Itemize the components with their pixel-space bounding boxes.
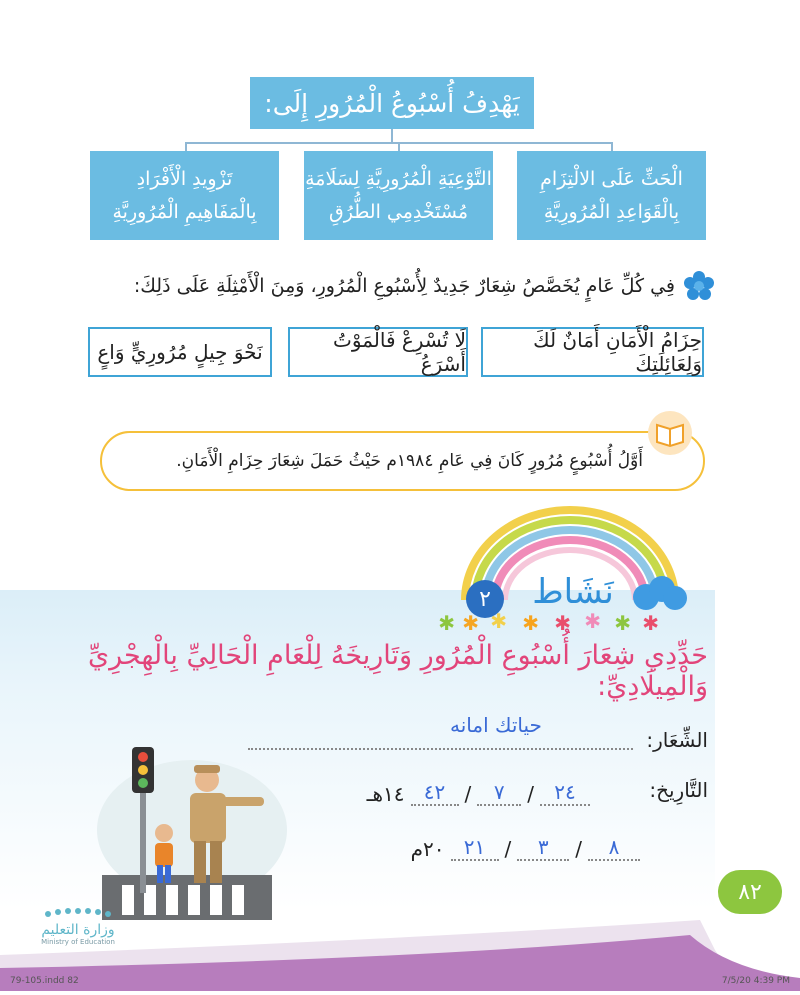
goal-3-line-1: تَزْوِيدِ الْأَفْرَادِ	[136, 168, 233, 191]
intro-row	[75, 268, 715, 304]
ministry-name: وزارة التعليم	[41, 922, 115, 938]
slogan-answer-line[interactable]	[248, 738, 633, 750]
hijri-date-row	[367, 780, 590, 806]
hijri-year[interactable]: ٤٢	[411, 780, 459, 806]
hijri-month[interactable]: ٧	[477, 780, 521, 806]
page-number-badge: ٨٢	[718, 870, 782, 914]
svg-text:✱: ✱	[490, 609, 507, 633]
svg-text:✱: ✱	[614, 611, 631, 635]
gregorian-year-prefix: ٢٠م	[410, 837, 445, 861]
date-field-label: التَّارِيخ:	[649, 778, 708, 802]
date-separator: /	[527, 782, 534, 806]
gregorian-date-row	[411, 835, 640, 861]
hijri-day[interactable]: ٢٤	[540, 780, 590, 806]
goal-box-1	[517, 151, 706, 240]
gregorian-year[interactable]: ٢١	[451, 835, 499, 861]
date-separator: /	[575, 837, 582, 861]
svg-text:✱: ✱	[554, 611, 571, 635]
svg-text:✱: ✱	[522, 611, 539, 635]
activity-number-badge: ٢	[466, 580, 504, 618]
ministry-logo-dots-icon	[28, 906, 128, 922]
flower-bullet-icon	[683, 270, 715, 302]
gregorian-month[interactable]: ٣	[517, 835, 569, 861]
goal-box-2	[304, 151, 493, 240]
svg-text:✱: ✱	[642, 611, 659, 635]
footer-file-info: 79-105.indd 82	[10, 976, 79, 986]
ministry-subtitle: Ministry of Education	[41, 938, 115, 946]
activity-instruction: حَدِّدِي شِعَارَ أُسْبُوعِ الْمُرُورِ وَتَارِيخَهُ لِلْعَامِ الْحَالِيِّ بِالْهِجْرِيِّ وَالْمِيلَادِيِّ:	[87, 640, 708, 702]
svg-text:✱: ✱	[462, 611, 479, 635]
date-separator: /	[464, 782, 472, 806]
traffic-officer-illustration	[82, 725, 282, 925]
goal-3-line-2: بِالْمَفَاهِيمِ الْمُرُورِيَّةِ	[112, 200, 257, 223]
gregorian-day[interactable]: ٨	[588, 835, 640, 861]
goal-1-line-2: بِالْقَوَاعِدِ الْمُرُورِيَّةِ	[543, 200, 680, 223]
diagram-title: يَهْدِفُ أُسْبُوعُ الْمُرُورِ إِلَى:	[250, 77, 534, 129]
fact-text: أَوَّلُ أُسْبُوعٍ مُرُورٍ كَانَ فِي عَامِ ١٩٨٤م حَيْثُ حَمَلَ شِعَارَ حِزَامِ الْأَمَانِ.	[176, 451, 643, 471]
hijri-year-prefix: ١٤هـ	[366, 782, 405, 806]
svg-text:✱: ✱	[438, 611, 455, 635]
goal-box-3	[90, 151, 279, 240]
date-separator: /	[504, 837, 512, 861]
slogan-field-label: الشِّعَار:	[646, 728, 708, 752]
intro-text: فِي كُلِّ عَامٍ يُخَصَّصُ شِعَارٌ جَدِيدٌ لِأُسْبُوعِ الْمُرُورِ، وَمِنَ الْأَمْثِلَةِ عَلَى ذَلِكَ:	[133, 275, 675, 297]
book-icon	[647, 410, 693, 456]
slogan-box-3: نَحْوَ جِيلٍ مُرُورِيٍّ وَاعٍ	[88, 327, 272, 377]
slogan-box-2: لَا تُسْرِعْ فَالْمَوْتُ أَسْرَعُ	[288, 327, 468, 377]
svg-text:✱: ✱	[584, 609, 601, 633]
activity-label: نَشَاط	[532, 572, 614, 612]
slogan-answer: حياتك امانه	[450, 713, 542, 737]
slogan-box-1: حِزَامُ الْأَمَانِ أَمَانٌ لَكَ وَلِعَائِلَتِكَ	[481, 327, 704, 377]
ministry-logo	[28, 906, 128, 956]
footer-timestamp: 7/5/20 4:39 PM	[721, 976, 790, 986]
fact-box	[100, 431, 705, 491]
goal-2-line-1: التَّوْعِيَةِ الْمُرُورِيَّةِ لِسَلَامَةِ	[305, 168, 492, 191]
goal-2-line-2: مُسْتَخْدِمِي الطُّرُقِ	[328, 200, 469, 223]
goal-1-line-1: الْحَثِّ عَلَى الالْتِزَامِ	[540, 168, 683, 191]
connector-vertical	[391, 129, 393, 143]
flowers-decoration-icon	[438, 606, 685, 636]
